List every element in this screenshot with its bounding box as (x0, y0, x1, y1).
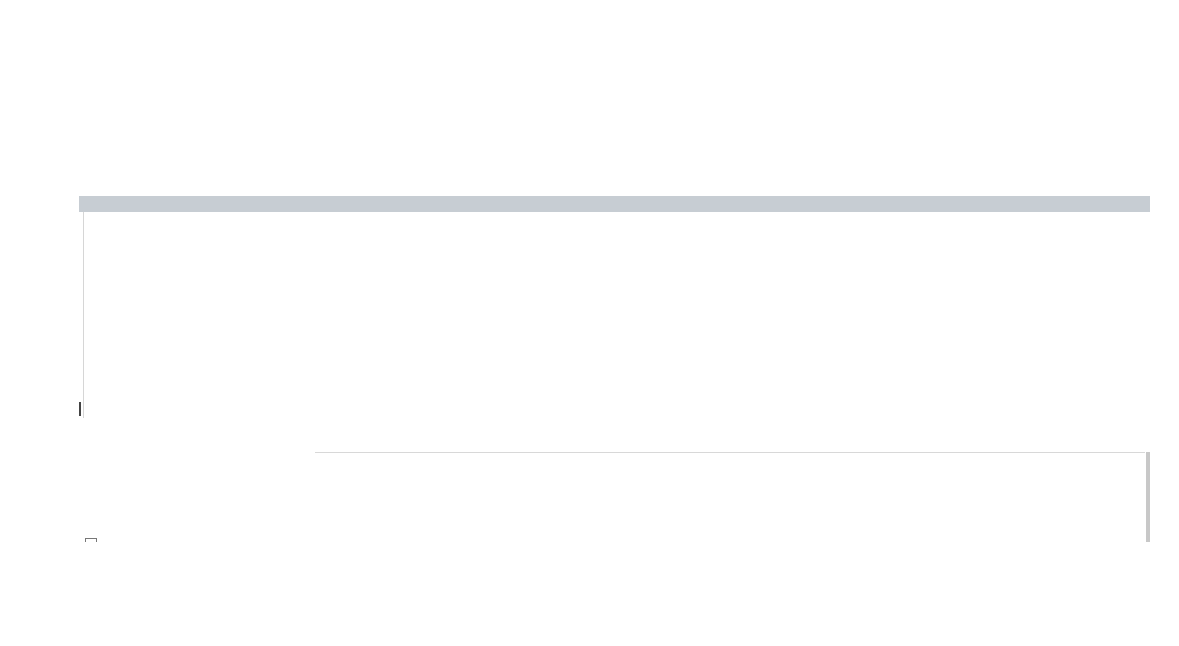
table-title-bar (79, 196, 1150, 212)
data-table-panel-bottom (79, 452, 1150, 542)
checkbox-partial[interactable] (85, 538, 97, 542)
scrollbar-edge[interactable] (1146, 452, 1150, 542)
row-marker (79, 402, 81, 416)
data-table-panel-top (79, 196, 1150, 420)
